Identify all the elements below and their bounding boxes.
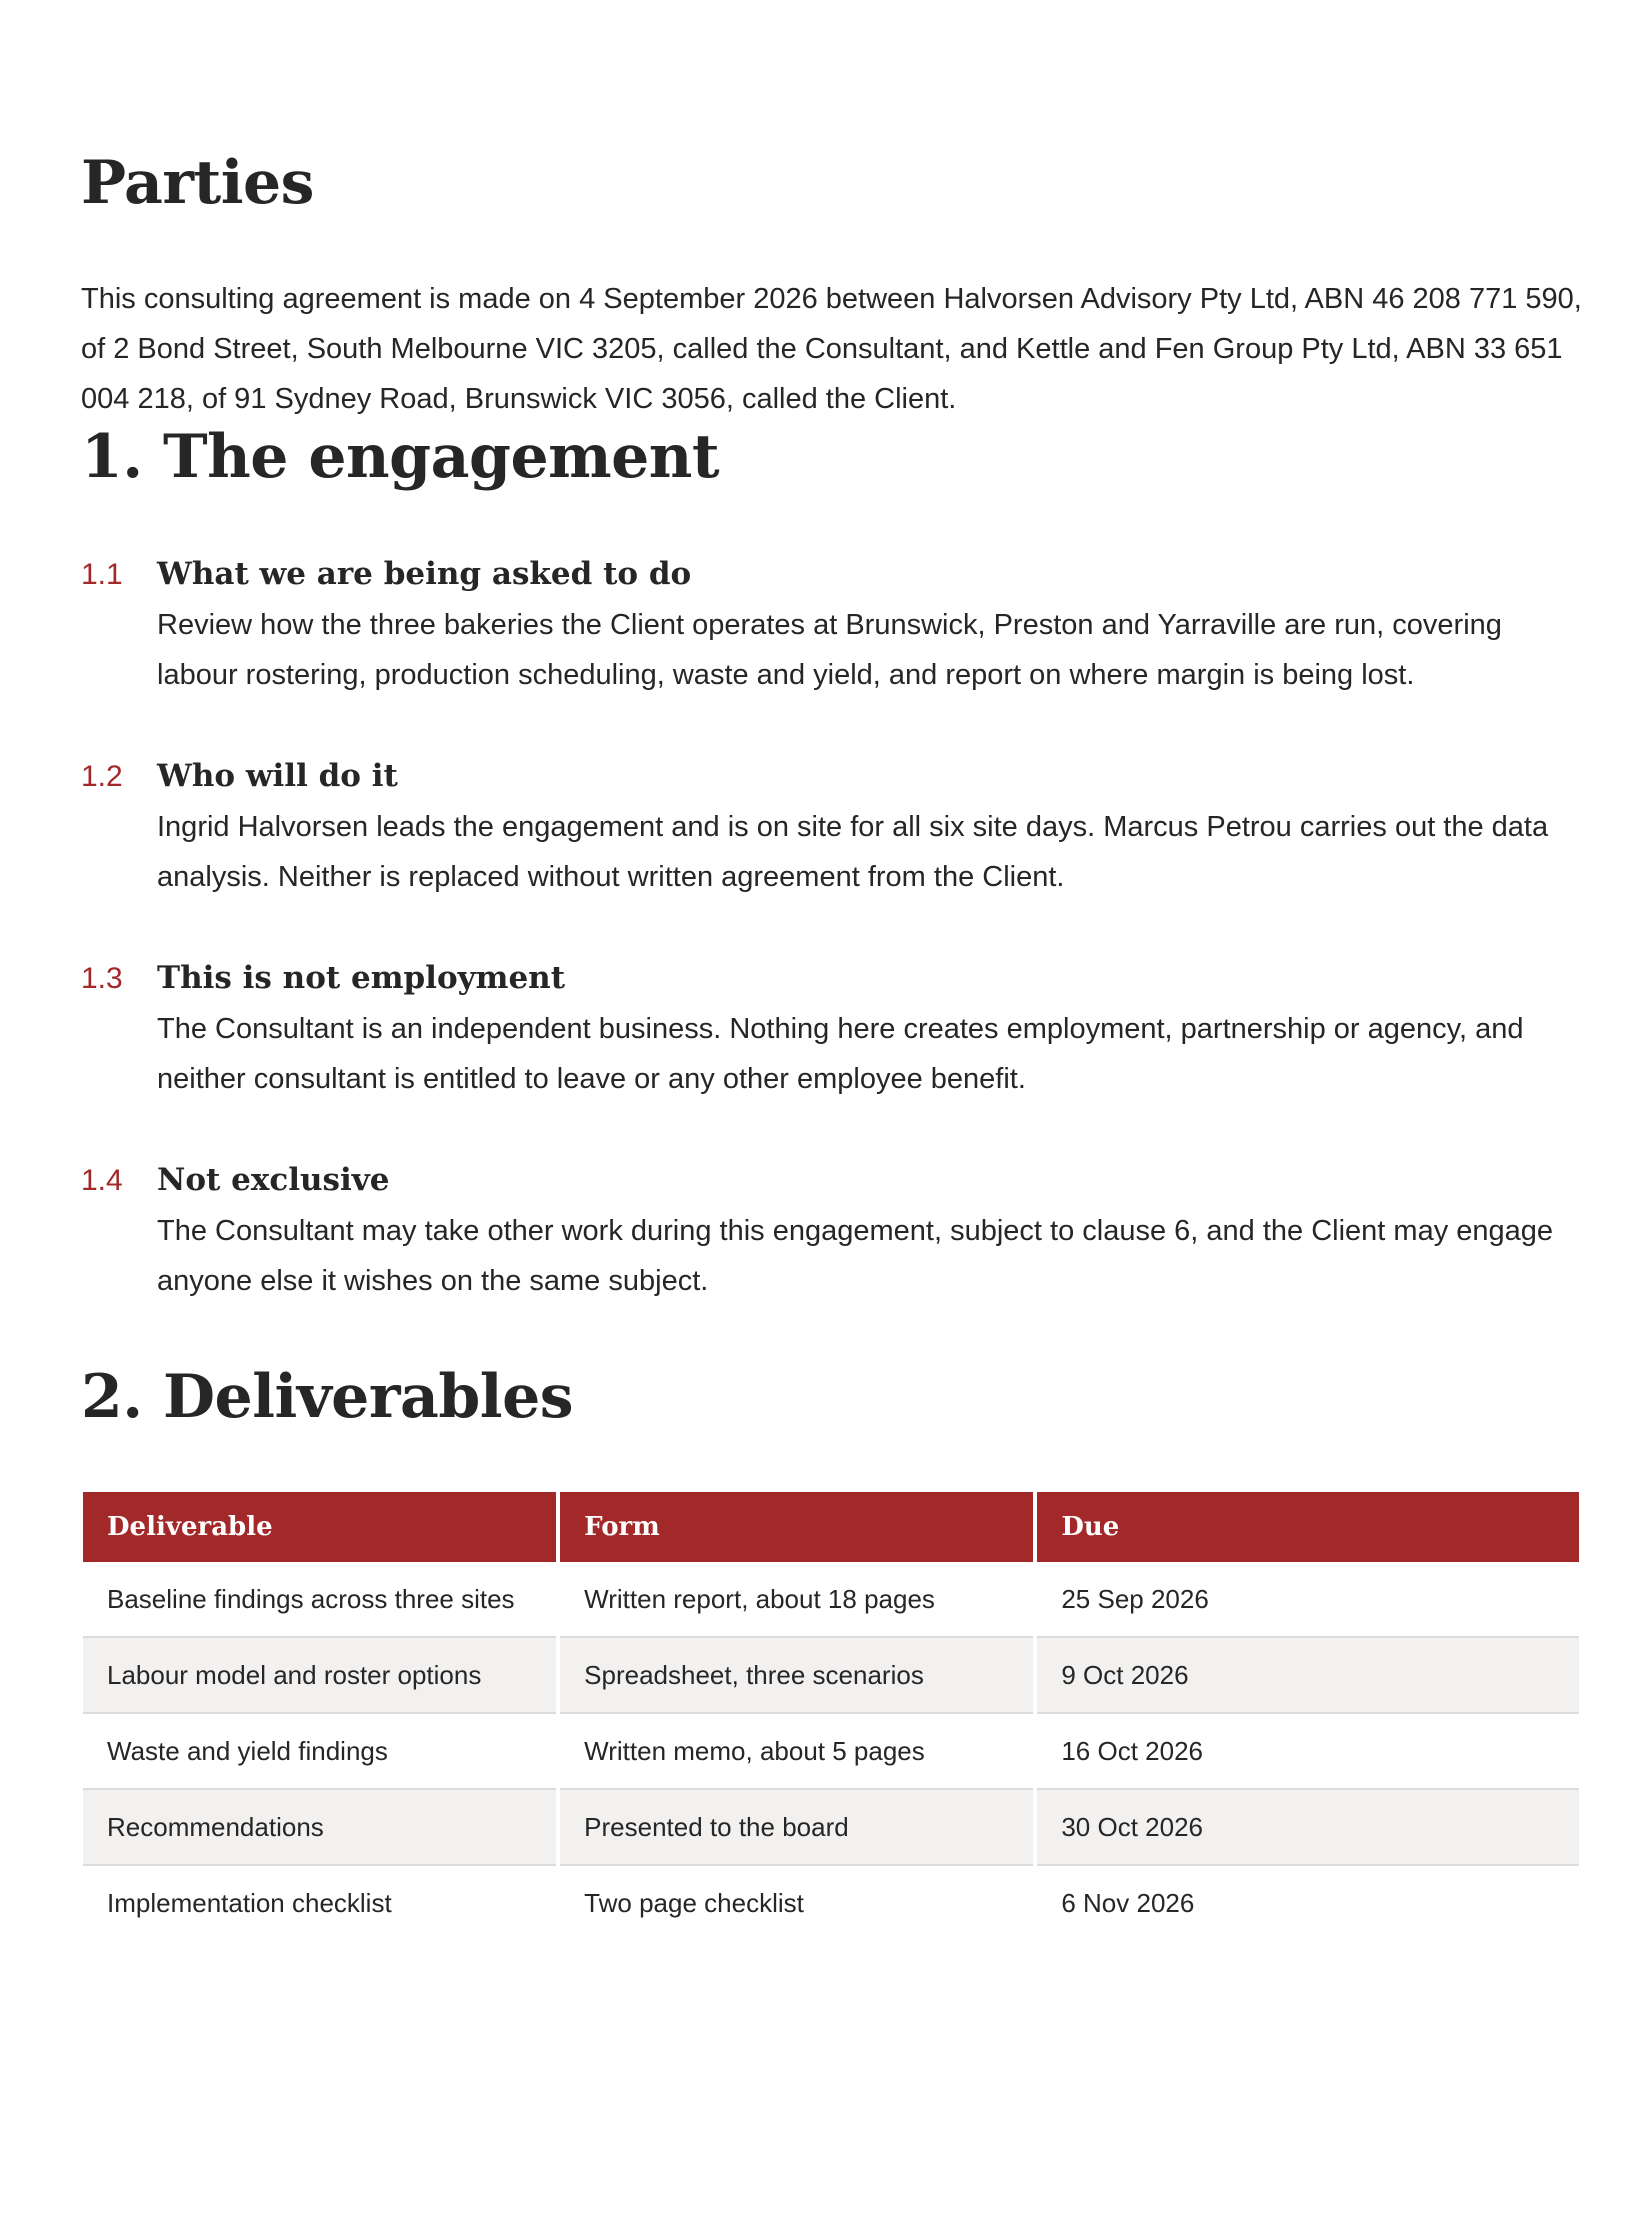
deliverables-heading: 2. Deliverables xyxy=(81,1362,574,1432)
cell-due: 30 Oct 2026 xyxy=(1037,1790,1579,1866)
column-header-form: Form xyxy=(560,1492,1033,1562)
clause-title: Who will do it xyxy=(157,758,398,794)
cell-deliverable: Recommendations xyxy=(83,1790,556,1866)
column-header-deliverable: Deliverable xyxy=(83,1492,556,1562)
cell-form: Written report, about 18 pages xyxy=(560,1562,1033,1638)
cell-due: 9 Oct 2026 xyxy=(1037,1638,1579,1714)
clause-body: The Consultant may take other work during this engagement, subject to clause 6, and the Client may engage anyone else it wishes on the same subject. xyxy=(157,1215,1554,1297)
clause-body: Ingrid Halvorsen leads the engagement and is on site for all six site days. Marcus Petrou carries out the data analysis. Neither is replaced without written agreement from the Client. xyxy=(157,811,1549,893)
table-row xyxy=(83,1562,1579,1638)
clause-1-4 xyxy=(81,1162,1584,1306)
clause-title: This is not employment xyxy=(157,960,566,996)
table-row xyxy=(83,1714,1579,1790)
table-row xyxy=(83,1866,1579,1940)
table-header-row xyxy=(83,1492,1579,1562)
parties-paragraph: This consulting agreement is made on 4 September 2026 between Halvorsen Advisory Pty Ltd, ABN 46 208 771 590, of 2 Bond Street, South Melbourne VIC 3205, called the Consultant, and Kettle and Fen Group Pty Ltd, ABN 33 651 004 218, of 91 Sydney Road, Brunswick VIC 3056, called the Client. xyxy=(81,283,1582,415)
clause-body: Review how the three bakeries the Client operates at Brunswick, Preston and Yarraville are run, covering labour rostering, production scheduling, waste and yield, and report on where margin is being lost. xyxy=(157,609,1502,691)
clause-1-3 xyxy=(81,960,1584,1104)
column-header-due: Due xyxy=(1037,1492,1579,1562)
cell-deliverable: Labour model and roster options xyxy=(83,1638,556,1714)
cell-deliverable: Baseline findings across three sites xyxy=(83,1562,556,1638)
deliverables-table xyxy=(79,1492,1583,1940)
cell-due: 16 Oct 2026 xyxy=(1037,1714,1579,1790)
parties-heading: Parties xyxy=(81,148,314,218)
engagement-heading: 1. The engagement xyxy=(81,422,720,492)
clause-number: 1.3 xyxy=(81,962,123,995)
cell-form: Presented to the board xyxy=(560,1790,1033,1866)
cell-form: Written memo, about 5 pages xyxy=(560,1714,1033,1790)
clause-title: Not exclusive xyxy=(157,1162,390,1198)
table-row xyxy=(83,1638,1579,1714)
clause-number: 1.1 xyxy=(81,558,123,591)
cell-form: Two page checklist xyxy=(584,1887,804,1918)
cell-form: Spreadsheet, three scenarios xyxy=(560,1638,1033,1714)
table-row xyxy=(83,1790,1579,1866)
cell-due: 6 Nov 2026 xyxy=(1061,1887,1195,1918)
cell-deliverable: Implementation checklist xyxy=(107,1887,392,1918)
engagement-clauses xyxy=(81,556,1584,1306)
clause-number: 1.2 xyxy=(81,760,123,793)
cell-due: 25 Sep 2026 xyxy=(1037,1562,1579,1638)
clause-1-2 xyxy=(81,758,1584,902)
clause-title: What we are being asked to do xyxy=(157,556,692,592)
cell-deliverable: Waste and yield findings xyxy=(83,1714,556,1790)
clause-number: 1.4 xyxy=(81,1164,123,1197)
clause-1-1 xyxy=(81,556,1584,700)
clause-body: The Consultant is an independent business. Nothing here creates employment, partnership or agency, and neither consultant is entitled to leave or any other employee benefit. xyxy=(157,1013,1524,1095)
